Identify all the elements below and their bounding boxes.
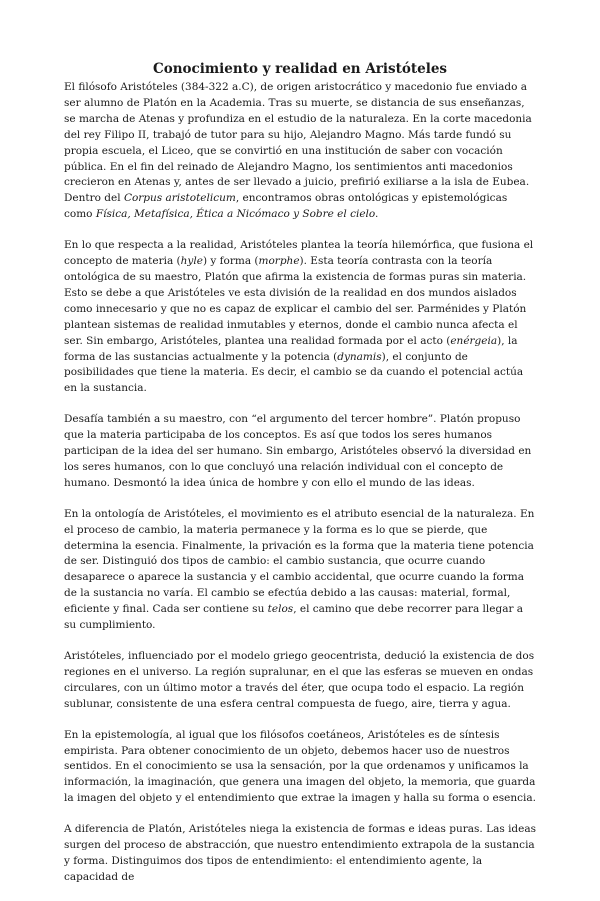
text-run: , encontramos obras ontológicas y epistemológicas como bbox=[64, 192, 508, 221]
text-run: ) y forma ( bbox=[202, 255, 259, 268]
text-run: , el camino que debe recorrer para llegar a su cumplimiento. bbox=[64, 603, 524, 632]
paragraph bbox=[64, 728, 536, 808]
italic-text-run: Corpus aristotelicum bbox=[123, 192, 236, 205]
paragraph bbox=[64, 507, 536, 634]
italic-text-run: hyle bbox=[180, 255, 203, 268]
paragraph bbox=[64, 80, 536, 223]
text-run: ), el conjunto de posibilidades que tiene la materia. Es decir, el cambio se da cuando el potencial actúa en la sustancia. bbox=[64, 350, 524, 395]
text-run: Aristóteles, influenciado por el modelo griego geocentrista, dedució la existencia de dos regiones en el universo. La región supralunar, en el que las esferas se mueven en ondas circulares, con un último motor a través del éter, que ocupa todo el espacio. La región sublunar, consistente de una esfera central compuesta de fuego, aire, tierra y agua. bbox=[64, 650, 535, 710]
italic-text-run: morphe bbox=[258, 255, 300, 268]
text-run: ), la forma de las sustancias actualmente y la potencia ( bbox=[64, 334, 518, 363]
paragraph bbox=[64, 822, 536, 886]
italic-text-run: dynamis bbox=[337, 350, 382, 363]
text-run: En lo que respecta a la realidad, Aristóteles plantea la teoría hilemórfica, que fusiona el concepto de materia ( bbox=[64, 239, 534, 268]
italic-text-run: Física, Metafísica, Ética a Nicómaco y Sobre el cielo. bbox=[95, 208, 379, 221]
document-title: Conocimiento y realidad en Aristóteles bbox=[152, 61, 448, 77]
text-run: Desafía también a su maestro, con “el argumento del tercer hombre”. Platón propuso que la materia participaba de los conceptos. Es así que todos los seres humanos participan de la idea del ser humano. Sin embargo, Aristóteles observó la diversidad en los seres humanos, con lo que concluyó una relación individual con el concepto de humano. Desmontó la idea única de hombre y con ello el mundo de las ideas. bbox=[64, 413, 532, 489]
text-run: En la ontología de Aristóteles, el movimiento es el atributo esencial de la naturaleza. En el proceso de cambio, la materia permanece y la forma es lo que se pierde, que determina la esencia. Finalmente, la privación es la forma que la materia tiene potencia de ser. Distinguió dos tipos de cambio: el cambio sustancia, que ocurre cuando desaparece o aparece la sustancia y el cambio accidental, que ocurre cuando la forma de la sustancia no varía. El cambio se efectúa debido a las causas: material, formal, eficiente y final. Cada ser contiene su bbox=[64, 507, 535, 616]
text-run: A diferencia de Platón, Aristóteles niega la existencia de formas e ideas puras. Las ideas surgen del proceso de abstracción, que nuestro entendimiento extrapola de la sustancia y forma. Distinguimos dos tipos de entendimiento: el entendimiento agente, la capacidad de bbox=[64, 823, 537, 883]
italic-text-run: telos bbox=[267, 603, 294, 616]
document-body bbox=[64, 80, 536, 886]
paragraph bbox=[64, 649, 536, 713]
italic-text-run: enérgeia bbox=[450, 334, 498, 347]
paragraph bbox=[64, 238, 536, 397]
text-run: En la epistemología, al igual que los filósofos coetáneos, Aristóteles es de síntesis empirista. Para obtener conocimiento de un objeto, debemos hacer uso de nuestros sentidos. En el conocimiento se usa la sensación, por la que ordenamos y unificamos la información, la imaginación, que genera una imagen del objeto, la memoria, que guarda la imagen del objeto y el entendimiento que extrae la imagen y halla su forma o esencia. bbox=[64, 728, 536, 805]
text-run: ). Esta teoría contrasta con la teoría ontológica de su maestro, Platón que afirma la existencia de formas puras sin materia. Esto se debe a que Aristóteles ve esta división de la realidad en dos mundos aislados como innecesario y que no es capaz de explicar el cambio del ser. Parménides y Platón plantean sistemas de realidad inmutables y eternos, donde el cambio nunca afecta el ser. Sin embargo, Aristóteles, plantea una realidad formada por el acto ( bbox=[64, 255, 527, 347]
text-run: El filósofo Aristóteles (384-322 a.C), de origen aristocrático y macedonio fue enviado a ser alumno de Platón en la Academia. Tras su muerte, se distancia de sus enseñanzas, se marcha de Atenas y profundiza en el estudio de la naturaleza. En la corte macedonia del rey Filipo II, trabajó de tutor para su hijo, Alejandro Magno. Más tarde fundó su propia escuela, el Liceo, que se convirtió en una institución de saber con vocación pública. En el fin del reinado de Alejandro Magno, los sentimientos anti macedonios crecieron en Atenas y, antes de ser llevado a juicio, prefirió exiliarse a la isla de Eubea. Dentro del bbox=[64, 81, 532, 205]
paragraph bbox=[64, 412, 536, 492]
document-page bbox=[64, 60, 536, 901]
